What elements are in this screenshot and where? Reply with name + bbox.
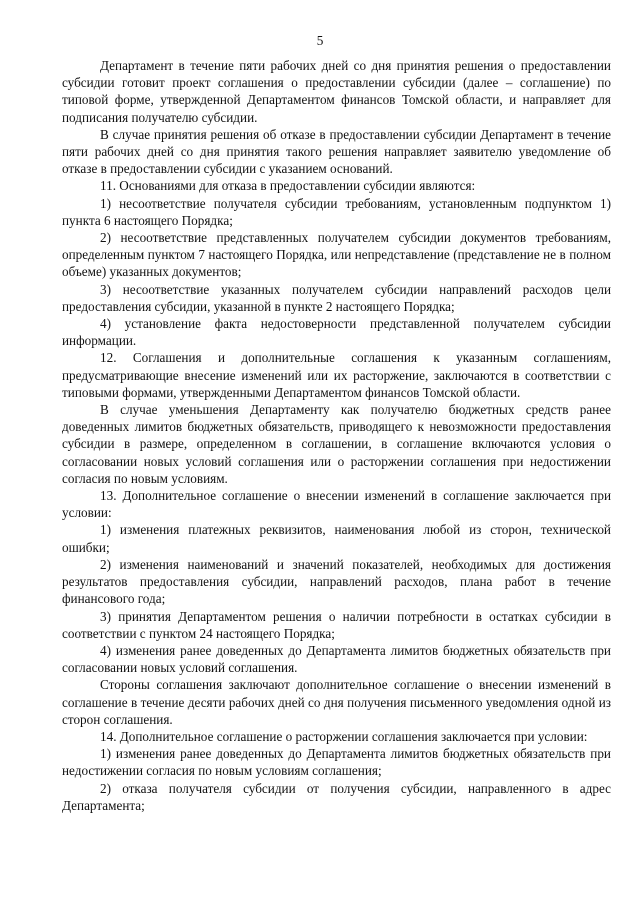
page-number: 5	[316, 33, 324, 48]
clause-14-heading: 14. Дополнительное соглашение о расторжении соглашения заключается при условии:	[100, 728, 588, 744]
document-body	[62, 57, 611, 814]
clause-12: 12. Соглашения и дополнительные соглашения к указанным соглашениям, предусматривающие внесение изменений или их расторжение, заключаются в соответствии с типовыми формами, утвержденными Департаментом финансов Томской области.	[62, 350, 611, 400]
clause-14-item-1: 1) изменения ранее доведенных до Департамента лимитов бюджетных обязательств при недостижении согласия по новым условиям соглашения;	[62, 746, 611, 779]
clause-13-item-2: 2) изменения наименований и значений показателей, необходимых для достижения результатов предоставления субсидии, направлений расходов, плана работ в течение финансового года;	[62, 556, 611, 607]
clause-12-paragraph-2: В случае уменьшения Департаменту как получателю бюджетных средств ранее доведенных лимитов бюджетных обязательств, приводящего к невозможности предоставления субсидии в размере, определенном в соглашении, в соглашение включаются условия о согласовании новых условий соглашения или о расторжении соглашения при недостижении согласия по новым условиям.	[62, 402, 611, 486]
clause-11-item-3: 3) несоответствие указанных получателем субсидии направлений расходов цели предоставления субсидии, указанной в пункте 2 настоящего Порядка;	[62, 281, 611, 314]
clause-13-paragraph-final: Стороны соглашения заключают дополнительное соглашение о внесении изменений в соглашение в течение десяти рабочих дней со дня получения письменного уведомления одной из сторон соглашения.	[62, 677, 611, 727]
clause-13-heading: 13. Дополнительное соглашение о внесении изменений в соглашение заключается при условии:	[62, 488, 611, 521]
clause-14-item-2: 2) отказа получателя субсидии от получения субсидии, направленного в адрес Департамента;	[62, 780, 611, 813]
clause-13-item-1: 1) изменения платежных реквизитов, наименования любой из сторон, технической ошибки;	[62, 522, 611, 555]
clause-11-item-4: 4) установление факта недостоверности представленной получателем субсидии информации.	[62, 316, 611, 349]
paragraph-2: В случае принятия решения об отказе в предоставлении субсидии Департамент в течение пяти рабочих дней со дня принятия такого решения направляет заявителю уведомление об отказе в предоставлении субсидии с указанием оснований.	[62, 126, 611, 177]
clause-11-item-2: 2) несоответствие представленных получателем субсидии документов требованиям, определенным пунктом 7 настоящего Порядка, или непредставление (представление не в полном объеме) указанных документов;	[62, 230, 611, 280]
clause-11-item-1: 1) несоответствие получателя субсидии требованиям, установленным подпунктом 1) пункта 6 настоящего Порядка;	[62, 195, 611, 228]
clause-11-heading: 11. Основаниями для отказа в предоставлении субсидии являются:	[100, 178, 476, 194]
clause-13-item-4: 4) изменения ранее доведенных до Департамента лимитов бюджетных обязательств при согласовании новых условий соглашения.	[62, 642, 611, 676]
clause-13-item-3: 3) принятия Департаментом решения о наличии потребности в остатках субсидии в соответствии с пунктом 24 настоящего Порядка;	[62, 608, 611, 641]
paragraph-1: Департамент в течение пяти рабочих дней со дня принятия решения о предоставлении субсидии готовит проект соглашения о предоставлении субсидии (далее – соглашение) по типовой форме, утвержденной Департаментом финансов Томской области, и направляет для подписания получателю субсидии.	[62, 58, 611, 125]
